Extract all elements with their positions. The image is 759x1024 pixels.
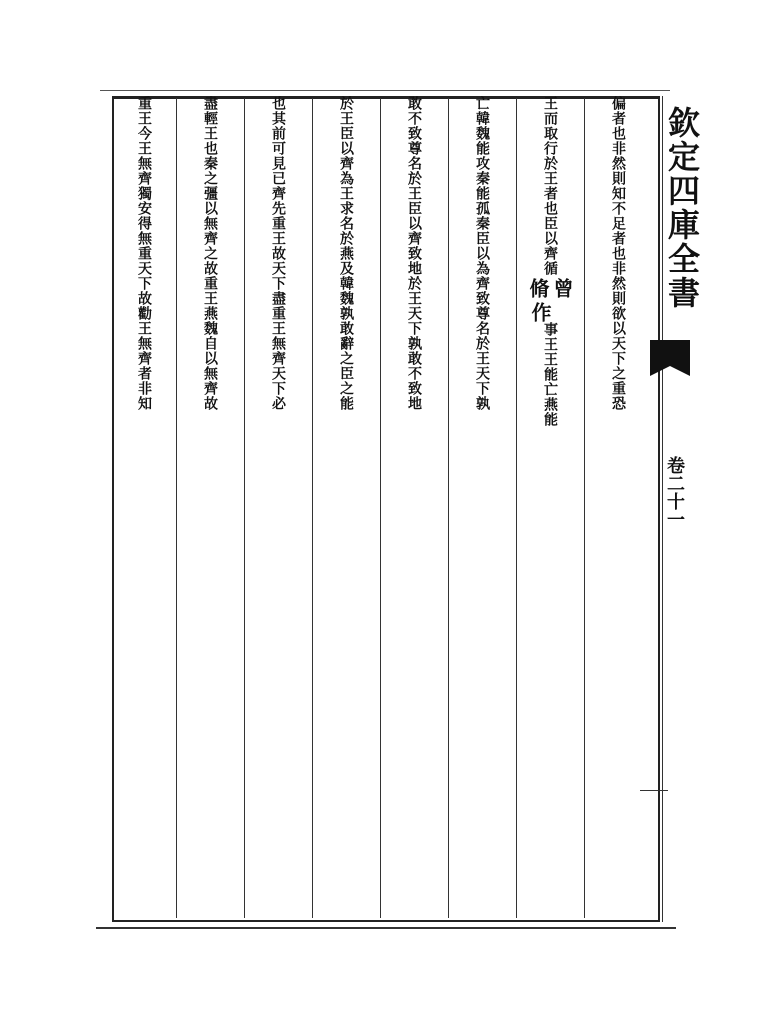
- text-column-1: [586, 96, 650, 922]
- column-text: 敢不致尊名於王臣以齊致地於王天下孰敢不致地: [406, 96, 422, 411]
- column-text: 事王王能亡燕能: [542, 322, 558, 427]
- text-column-4: [382, 96, 446, 922]
- column-divider: [312, 98, 313, 918]
- note-after: 作: [528, 302, 552, 322]
- text-column-6: [246, 96, 310, 922]
- column-text: 重王今王無齊獨安得無重天下故勸王無齊者非知: [136, 96, 152, 411]
- column-divider: [516, 98, 517, 918]
- interlinear-note: [527, 278, 573, 298]
- column-divider: [244, 98, 245, 918]
- column-text: 偏者也非然則知不足者也非然則欲以天下之重恐: [610, 96, 626, 411]
- bottom-rule: [96, 927, 676, 929]
- text-column-5: [314, 96, 378, 922]
- volume-label: 卷二十一: [664, 456, 685, 528]
- column-divider: [176, 98, 177, 918]
- text-column-2: [518, 96, 582, 922]
- column-divider: [380, 98, 381, 918]
- column-text: 王而取行於王者也臣以齊循: [542, 96, 558, 276]
- column-text: 亡韓魏能攻秦能孤秦臣以為齊致尊名於王天下孰: [474, 96, 490, 411]
- column-divider: [448, 98, 449, 918]
- top-rule: [100, 90, 670, 91]
- column-text: 盡輕王也秦之彊以無齊之故重王燕魏自以無齊故: [202, 96, 218, 411]
- text-column-7: [178, 96, 242, 922]
- column-divider: [584, 98, 585, 918]
- column-text: 於王臣以齊為王求名於燕及韓魏孰敢辭之臣之能: [338, 96, 354, 411]
- text-column-8: [112, 96, 176, 922]
- note-left: 脩: [526, 278, 550, 298]
- note-right: 曾: [550, 278, 574, 298]
- text-column-3: [450, 96, 514, 922]
- book-title: 欽定四庫全書: [663, 106, 701, 310]
- fish-tail-mark: [650, 340, 690, 366]
- column-text: 也其前可見已齊先重王故天下盡重王無齊天下必: [270, 96, 286, 411]
